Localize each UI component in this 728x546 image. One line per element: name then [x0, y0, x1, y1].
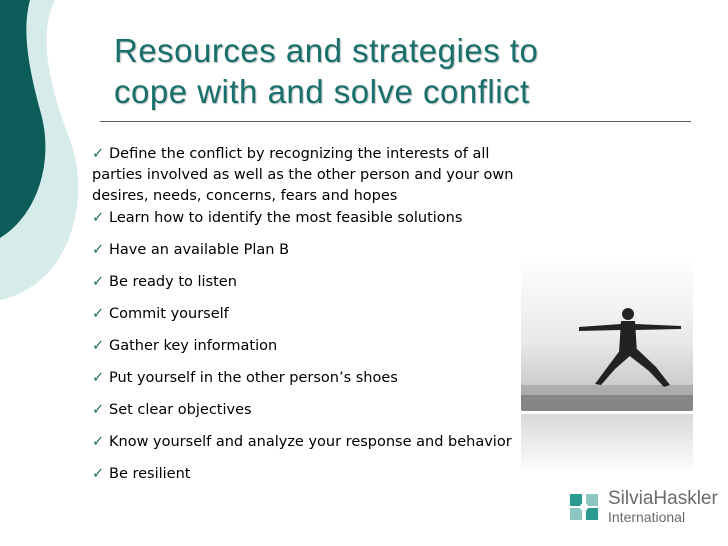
checkmark-icon: ✓: [92, 210, 105, 226]
checkmark-icon: ✓: [92, 146, 105, 162]
checkmark-icon: ✓: [92, 434, 105, 450]
yoga-warrior-silhouette-icon: [521, 257, 693, 411]
list-item-text: Set clear objectives: [109, 402, 252, 418]
list-item: [92, 368, 522, 400]
list-item-text: Define the conflict by recognizing the interests of all parties involved as well as the other person and your own desires, needs, concerns, fears and hopes: [92, 146, 514, 204]
title-divider: [100, 121, 691, 122]
photo-reflection: [521, 414, 693, 474]
checkmark-icon: ✓: [92, 402, 105, 418]
yoga-pose-photo: [521, 257, 693, 411]
list-item-text: Gather key information: [109, 338, 278, 354]
checkmark-icon: ✓: [92, 242, 105, 258]
logo-subtitle: International: [608, 509, 686, 525]
list-item-text: Have an available Plan B: [109, 242, 290, 258]
strategy-list: [92, 144, 522, 496]
slide-title: [114, 30, 674, 112]
title-line-2: cope with and solve conflict: [114, 73, 530, 110]
logo-name: SilviaHaskler: [608, 488, 718, 509]
checkmark-icon: ✓: [92, 466, 105, 482]
checkmark-icon: ✓: [92, 338, 105, 354]
list-item-text: Put yourself in the other person’s shoes: [109, 370, 398, 386]
list-item: [92, 272, 522, 304]
checkmark-icon: ✓: [92, 306, 105, 322]
list-item: [92, 144, 522, 208]
checkmark-icon: ✓: [92, 370, 105, 386]
list-item: [92, 432, 522, 464]
list-item: [92, 208, 522, 240]
company-logo: [568, 488, 718, 528]
silvia-haskler-logo-mark-icon: [568, 492, 602, 522]
title-line-1: Resources and strategies to: [114, 32, 539, 69]
list-item-text: Be resilient: [109, 466, 191, 482]
checkmark-icon: ✓: [92, 274, 105, 290]
list-item: [92, 304, 522, 336]
list-item-text: Learn how to identify the most feasible solutions: [109, 210, 463, 226]
list-item-text: Know yourself and analyze your response and behavior: [109, 434, 512, 450]
list-item-text: Commit yourself: [109, 306, 229, 322]
list-item: [92, 400, 522, 432]
list-item: [92, 240, 522, 272]
list-item-text: Be ready to listen: [109, 274, 237, 290]
list-item: [92, 336, 522, 368]
list-item: [92, 464, 522, 496]
decorative-curves: [0, 0, 90, 300]
